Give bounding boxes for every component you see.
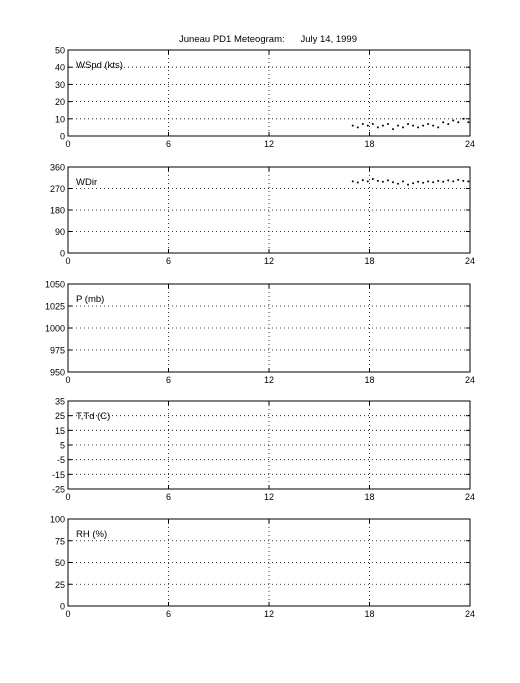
y-tick-label: 35 <box>54 396 65 407</box>
x-tick-label: 24 <box>464 492 476 502</box>
data-point <box>407 184 409 186</box>
data-point <box>392 181 394 183</box>
data-point <box>382 181 384 183</box>
panel-label: RH (%) <box>76 529 108 540</box>
panel-4 <box>52 397 475 503</box>
x-tick-label: 24 <box>464 609 476 619</box>
y-tick-label: 1000 <box>44 323 65 334</box>
y-tick-label: 975 <box>49 345 65 356</box>
panels-group <box>45 46 475 620</box>
data-point <box>462 180 464 182</box>
x-tick-label: 12 <box>263 492 275 502</box>
data-point <box>447 179 449 181</box>
data-point <box>352 125 354 127</box>
y-tick-label: -25 <box>51 484 65 495</box>
data-point <box>367 125 369 127</box>
data-point <box>387 179 389 181</box>
data-point <box>432 125 434 127</box>
x-tick-label: 18 <box>364 375 375 385</box>
y-tick-label: 5 <box>59 440 65 451</box>
data-point <box>447 123 449 125</box>
data-point <box>417 126 419 128</box>
data-point <box>422 182 424 184</box>
data-point <box>357 182 359 184</box>
data-point <box>397 125 399 127</box>
data-point <box>372 123 374 125</box>
x-tick-label: 18 <box>364 139 375 149</box>
panel-label: T,Td (C) <box>76 411 111 422</box>
y-tick-label: 180 <box>49 205 65 216</box>
x-tick-label: 6 <box>165 492 172 502</box>
x-tick-label: 0 <box>65 139 71 149</box>
x-tick-label: 12 <box>263 609 275 619</box>
data-point <box>387 123 389 125</box>
x-tick-label: 6 <box>165 139 172 149</box>
data-point <box>352 180 354 182</box>
y-tick-label: 40 <box>54 62 65 73</box>
panel-2 <box>50 163 475 267</box>
panel-3 <box>45 280 475 386</box>
y-tick-label: 0 <box>59 601 65 612</box>
y-tick-label: 50 <box>54 45 65 56</box>
y-tick-label: -5 <box>56 455 65 466</box>
y-tick-label: 0 <box>59 131 65 142</box>
data-point <box>452 180 454 182</box>
data-point <box>442 121 444 123</box>
y-tick-label: 950 <box>49 367 65 378</box>
data-point <box>432 181 434 183</box>
y-tick-label: 25 <box>54 579 65 590</box>
data-point <box>462 118 464 120</box>
data-point <box>362 123 364 125</box>
data-point <box>377 126 379 128</box>
x-tick-label: 0 <box>65 492 71 502</box>
data-point <box>452 120 454 122</box>
x-tick-label: 12 <box>263 256 275 266</box>
y-tick-label: 0 <box>59 248 65 259</box>
x-tick-label: 12 <box>263 139 275 149</box>
data-point <box>402 126 404 128</box>
panel-label: WDir <box>76 177 98 188</box>
y-tick-label: 75 <box>54 536 65 547</box>
panel-1 <box>55 46 475 150</box>
x-tick-label: 6 <box>165 256 172 266</box>
data-point <box>437 180 439 182</box>
data-point <box>397 183 399 185</box>
y-tick-label: 30 <box>54 79 65 90</box>
data-point <box>457 121 459 123</box>
y-tick-label: 100 <box>49 514 65 525</box>
y-tick-label: -15 <box>51 469 65 480</box>
x-tick-label: 18 <box>364 609 375 619</box>
x-tick-label: 18 <box>364 492 375 502</box>
y-tick-label: 90 <box>54 227 65 237</box>
panel-5 <box>50 515 475 620</box>
data-point <box>437 126 439 128</box>
x-tick-label: 6 <box>165 609 172 619</box>
data-point <box>412 125 414 127</box>
data-point <box>427 123 429 125</box>
x-tick-label: 24 <box>464 139 476 149</box>
data-point <box>407 123 409 125</box>
x-tick-label: 0 <box>65 256 71 266</box>
x-tick-label: 24 <box>464 256 476 266</box>
data-point <box>457 179 459 181</box>
panel-label: WSpd (kts) <box>76 60 123 71</box>
data-point <box>367 180 369 182</box>
y-tick-label: 50 <box>54 558 65 568</box>
x-tick-label: 18 <box>364 256 375 266</box>
y-tick-label: 360 <box>49 162 65 173</box>
data-point <box>362 179 364 181</box>
y-tick-label: 15 <box>54 425 65 436</box>
data-point <box>392 128 394 130</box>
panel-label: P (mb) <box>76 294 105 305</box>
y-tick-label: 1050 <box>44 279 65 290</box>
data-point <box>357 126 359 128</box>
data-point <box>442 181 444 183</box>
data-point <box>402 180 404 182</box>
data-point <box>372 178 374 180</box>
data-point <box>467 121 469 123</box>
y-tick-label: 1025 <box>44 301 65 312</box>
x-tick-label: 12 <box>263 375 275 385</box>
data-point <box>422 125 424 127</box>
data-point <box>382 125 384 127</box>
y-tick-label: 20 <box>54 97 65 108</box>
x-tick-label: 24 <box>464 375 476 385</box>
data-point <box>412 182 414 184</box>
y-tick-label: 270 <box>49 184 65 194</box>
y-tick-label: 25 <box>54 411 65 422</box>
data-point <box>377 180 379 182</box>
x-tick-label: 0 <box>65 609 71 619</box>
figure-title: Juneau PD1 Meteogram: July 14, 1999 <box>179 34 357 45</box>
x-tick-label: 0 <box>65 375 71 385</box>
x-tick-label: 6 <box>165 375 172 385</box>
y-tick-label: 10 <box>54 114 65 125</box>
data-point <box>417 181 419 183</box>
data-point <box>427 180 429 182</box>
data-point <box>467 180 469 182</box>
